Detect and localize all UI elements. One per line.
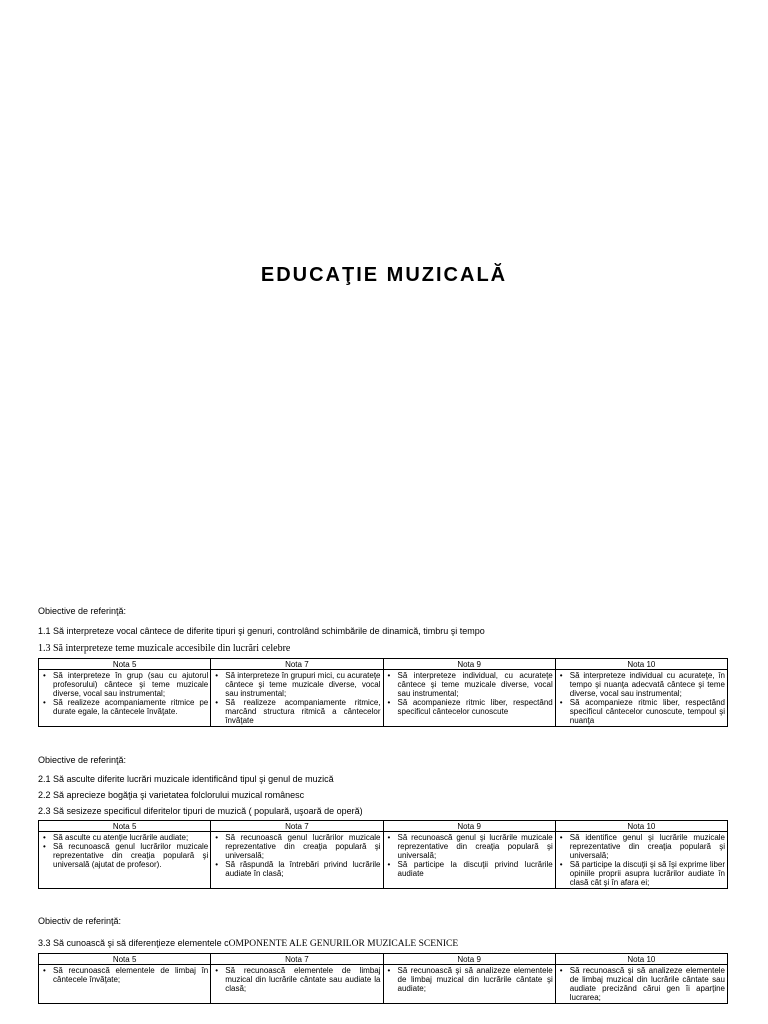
section-heading: Obiective de referinţă: xyxy=(38,606,127,616)
objective-text: 1.1 Să interpreteze vocal cântece de diferite tipuri şi genuri, controlând schimbările de dinamică, timbru şi tempo xyxy=(38,626,485,636)
table-header-row xyxy=(39,659,728,670)
list-item: • Să interpreteze individual cu acurateţe, în tempo şi nuanţa adecvată cântece şi teme diverse, vocal sau instrumental; xyxy=(570,671,725,698)
list-item: • Să interpreteze individual, cu acurateţe cântece şi teme muzicale diverse, vocal sau instrumental; xyxy=(398,671,553,698)
table-header-row xyxy=(39,821,728,832)
column-header: Nota 7 xyxy=(211,659,383,670)
list-item: • Să asculte cu atenţie lucrările audiate; xyxy=(53,833,208,842)
list-item: • Să recunoască elementele de limbaj muzical din lucrările cântate sau audiate la clasă; xyxy=(225,966,380,993)
table-cell xyxy=(383,670,555,727)
objective-prefix: 3.3 Să cunoască şi să diferenţieze elementele c xyxy=(38,938,229,948)
column-header: Nota 10 xyxy=(555,821,727,832)
objective-text xyxy=(38,938,458,949)
list-item: • Să recunoască şi să analizeze elementele de limbaj muzical din lucrările cântate şi audiate; xyxy=(398,966,553,993)
table-header-row xyxy=(39,954,728,965)
table-cell xyxy=(383,832,555,889)
grading-table xyxy=(38,820,728,889)
table-cell xyxy=(555,965,727,1004)
objective-text: 1.3 Să interpreteze teme muzicale accesibile din lucrări celebre xyxy=(38,643,291,654)
column-header: Nota 5 xyxy=(39,821,211,832)
column-header: Nota 7 xyxy=(211,821,383,832)
list-item: • Să identifice genul şi lucrările muzicale reprezentative din creaţia populară şi universală; xyxy=(570,833,725,860)
objective-text: 2.1 Să asculte diferite lucrări muzicale identificând tipul şi genul de muzică xyxy=(38,774,334,784)
table-cell xyxy=(211,965,383,1004)
section-heading: Obiectiv de referinţă: xyxy=(38,916,122,926)
column-header: Nota 5 xyxy=(39,954,211,965)
table-cell xyxy=(383,965,555,1004)
grading-table xyxy=(38,953,728,1004)
table-row xyxy=(39,965,728,1004)
column-header: Nota 10 xyxy=(555,954,727,965)
list-item: • Să realizeze acompaniamente ritmice pe durate egale, la cântecele învăţate. xyxy=(53,698,208,716)
list-item: • Să realizeze acompaniamente ritmice, marcând structura ritmică a cântecelor învăţate xyxy=(225,698,380,725)
list-item: • Să acompanieze ritmic liber, respectând specificul cântecelor cunoscute xyxy=(398,698,553,716)
objective-suffix: OMPONENTE ALE GENURILOR MUZICALE SCENICE xyxy=(228,939,459,949)
column-header: Nota 10 xyxy=(555,659,727,670)
list-item: • Să acompanieze ritmic liber, respectând specificul cântecelor cunoscute, tempoul şi nuanţa xyxy=(570,698,725,725)
objective-text: 2.2 Să aprecieze bogăţia şi varietatea folclorului muzical românesc xyxy=(38,790,305,800)
objective-text: 2.3 Să sesizeze specificul diferitelor tipuri de muzică ( populară, uşoară de operă) xyxy=(38,806,363,816)
page-title: EDUCAŢIE MUZICALĂ xyxy=(260,264,508,286)
table-row xyxy=(39,670,728,727)
list-item: • Să recunoască genul şi lucrările muzicale reprezentative din creaţia populară şi universală; xyxy=(398,833,553,860)
table-cell xyxy=(555,670,727,727)
table-cell xyxy=(211,832,383,889)
table-cell xyxy=(211,670,383,727)
table-cell xyxy=(39,832,211,889)
table-cell xyxy=(555,832,727,889)
column-header: Nota 9 xyxy=(383,821,555,832)
list-item: • Să interpreteze în grup (sau cu ajutorul profesorului) cântece şi teme muzicale diverse, vocal sau instrumental; xyxy=(53,671,208,698)
list-item: • Să participe la discuţii şi să îşi exprime liber opiniile proprii asupra lucrărilor audiate în clasă cât şi în afara ei; xyxy=(570,860,725,887)
list-item: • Să recunoască genul lucrărilor muzicale reprezentative din creaţia populară şi universală; xyxy=(225,833,380,860)
section-heading: Obiective de referinţă: xyxy=(38,755,127,765)
list-item: • Să recunoască elementele de limbaj în cântecele învăţate; xyxy=(53,966,208,984)
column-header: Nota 7 xyxy=(211,954,383,965)
list-item: • Să recunoască genul lucrărilor muzicale reprezentative din creaţia populară şi universală (ajutat de profesor). xyxy=(53,842,208,869)
list-item: • Să interpreteze în grupuri mici, cu acurateţe cântece şi teme muzicale diverse, vocal sau instrumental; xyxy=(225,671,380,698)
column-header: Nota 9 xyxy=(383,659,555,670)
column-header: Nota 5 xyxy=(39,659,211,670)
list-item: • Să recunoască şi să analizeze elementele de limbaj muzical din lucrările cântate sau audiate precizând cărui gen îi aparţine lucrarea; xyxy=(570,966,725,1002)
list-item: • Să răspundă la întrebări privind lucrările audiate în clasă; xyxy=(225,860,380,878)
table-cell xyxy=(39,670,211,727)
table-row xyxy=(39,832,728,889)
column-header: Nota 9 xyxy=(383,954,555,965)
list-item: • Să participe la discuţii privind lucrările audiate xyxy=(398,860,553,878)
table-cell xyxy=(39,965,211,1004)
grading-table xyxy=(38,658,728,727)
